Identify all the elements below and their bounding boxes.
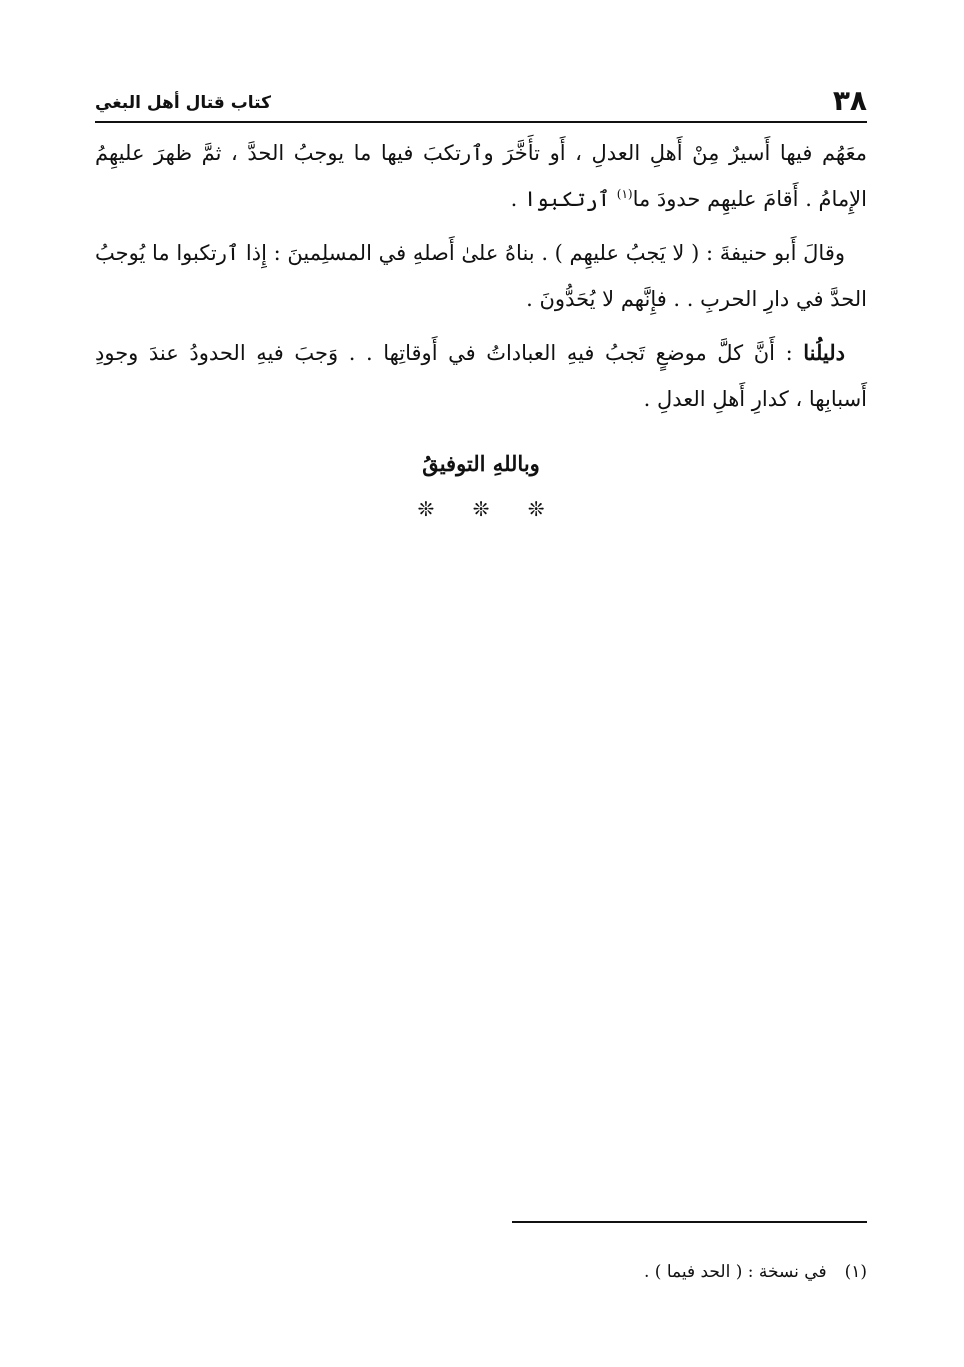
section-end-ornament: [95, 496, 867, 522]
footnote-1: [95, 1257, 867, 1287]
asterism-icon: ❊: [417, 497, 435, 521]
footnote-number: (١): [844, 1262, 867, 1282]
paragraph-3-lead: دليلُنا: [803, 340, 845, 365]
paragraph-2: [95, 230, 867, 322]
running-title: كتاب قتال أهل البغي: [95, 93, 271, 113]
footnote-text: في نسخة : ( الحد فيما ) .: [644, 1262, 827, 1282]
asterism-icon: ❊: [472, 497, 490, 521]
paragraph-1-tail: ٱرتكبوا .: [510, 187, 617, 211]
main-text: [95, 130, 867, 430]
footnote-rule: [512, 1221, 867, 1223]
paragraph-3: [95, 330, 867, 422]
paragraph-1: [95, 130, 867, 222]
asterism-icon: ❊: [527, 497, 545, 521]
page-number: ٣٨: [832, 84, 867, 117]
paragraph-1-text: معَهُم فيها أَسيرٌ مِنْ أَهلِ العدلِ ، أَو تأَخَّرَ وٱرتكبَ فيها ما يوجبُ الحدَّ ، ثمَّ ظهرَ عليهِمُ الإِمامُ . أَقامَ عليهِم حدودَ ما: [95, 141, 867, 211]
paragraph-3-text: : أَنَّ كلَّ موضعٍ تَجبُ فيهِ العباداتُ في أَوقاتِها . . وَجبَ فيهِ الحدودُ عندَ وجودِ أَسبابِها ، كدارِ أَهلِ العدلِ .: [95, 341, 867, 411]
header-rule: [95, 121, 867, 123]
paragraph-2-text: وقالَ أَبو حنيفةَ : ( لا يَجبُ عليهِم ) . بناهُ علىٰ أَصلهِ في المسلِمينَ : إِذا ٱرتكبوا ما يُوجبُ الحدَّ في دارِ الحربِ . . فإِنَّهم لا يُحَدُّونَ .: [95, 241, 867, 311]
footnote-ref-1: (١): [616, 187, 633, 201]
closing-formula: وباللهِ التوفيقُ: [422, 451, 540, 476]
page-header: [95, 78, 867, 118]
